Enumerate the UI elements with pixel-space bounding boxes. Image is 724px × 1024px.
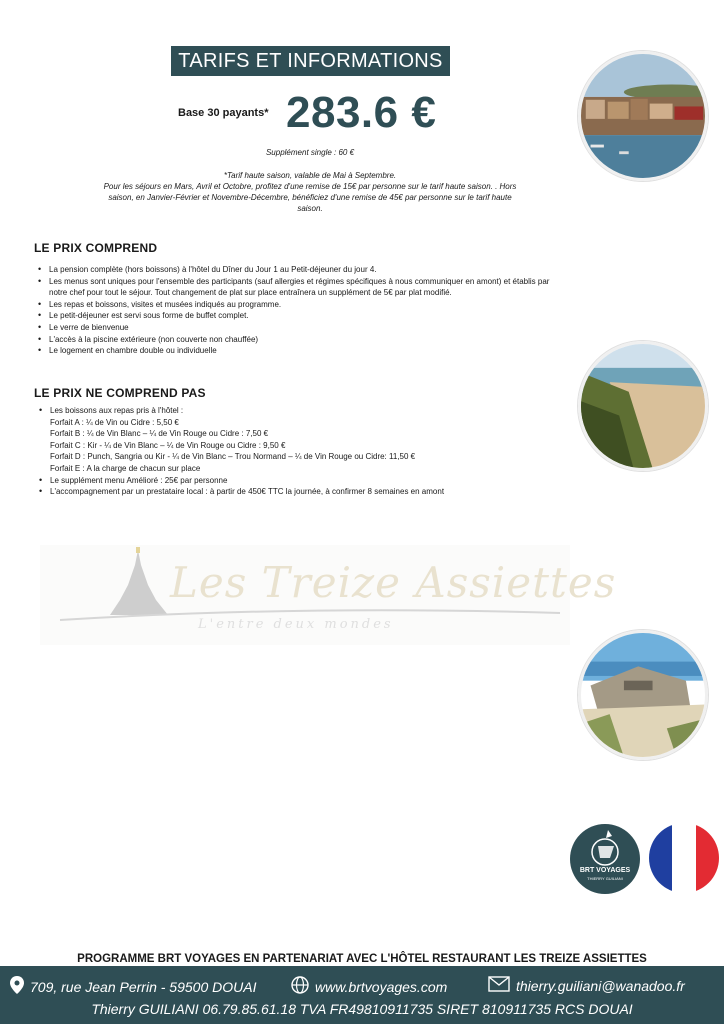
hotel-logo-tagline: L'entre deux mondes: [198, 617, 394, 632]
photo-beach: [578, 341, 708, 471]
beach-photo-image: [581, 344, 705, 468]
forfait-line: Forfait A : ¼ de Vin ou Cidre : 5,50 €: [50, 417, 179, 427]
includes-heading: LE PRIX COMPREND: [34, 241, 158, 255]
pricing-notes: [100, 170, 520, 214]
brt-voyages-logo: [570, 824, 640, 894]
map-pin-icon: [10, 976, 24, 997]
footer-email[interactable]: [488, 976, 685, 995]
france-flag-icon: [649, 823, 719, 893]
email-link[interactable]: thierry.guiliani@wanadoo.fr: [516, 977, 685, 994]
footer: [0, 966, 724, 1024]
single-supplement: Supplément single : 60 €: [265, 148, 355, 157]
forfait-line: Forfait C : Kir - ¼ de Vin Blanc – ¼ de Vin Rouge ou Cidre : 9,50 €: [50, 440, 286, 450]
address-text: 709, rue Jean Perrin - 59500 DOUAI: [30, 978, 257, 995]
list-item: • Le logement en chambre double ou individuelle: [36, 345, 561, 357]
harbor-photo-image: [581, 54, 705, 178]
list-item: • L'accompagnement par un prestataire local : à partir de 450€ TTC la journée, à confirmer 8 semaines en amont: [37, 486, 507, 498]
envelope-icon: [488, 976, 510, 995]
list-item: • Les repas et boissons, visites et musées indiqués au programme.: [36, 299, 561, 311]
price: 283.6 €: [286, 88, 437, 137]
badge-subtitle: THIERRY GUILIANI: [587, 876, 623, 881]
forfait-line: Forfait E : A la charge de chacun sur place: [50, 463, 201, 473]
base-label: Base 30 payants*: [178, 107, 269, 119]
forfait-line: Forfait B : ¼ de Vin Blanc – ¼ de Vin Rouge ou Cidre : 7,50 €: [50, 429, 269, 439]
bunker-photo-image: [581, 633, 705, 757]
globe-icon: [291, 976, 309, 997]
partner-line: PROGRAMME BRT VOYAGES EN PARTENARIAT AVEC L'HÔTEL RESTAURANT LES TREIZE ASSIETTES: [77, 953, 647, 965]
list-item: • Le petit-déjeuner est servi sous forme de buffet complet.: [36, 310, 561, 322]
badge-title: BRT VOYAGES: [579, 867, 631, 874]
website-link[interactable]: www.brtvoyages.com: [315, 978, 448, 995]
list-item: • L'accès à la piscine extérieure (non couverte non chauffée): [36, 334, 561, 346]
drinks-intro: • Les boissons aux repas pris à l'hôtel :: [50, 406, 184, 415]
page-title: TARIFS ET INFORMATIONS: [171, 46, 450, 76]
list-item: • La pension complète (hors boissons) à l'hôtel du Dîner du Jour 1 au Petit-déjeuner du jour 4.: [36, 264, 561, 276]
pricing-note-discounts: Pour les séjours en Mars, Avril et Octobre, profitez d'une remise de 15€ par personne sur le tarif haute saison. . Hors saison, en Janvier-Février et Novembre-Décembre, bénéficiez d'une remise de 45€ par personne sur le tarif haute saison.: [103, 182, 517, 213]
footer-website[interactable]: [291, 976, 447, 997]
includes-list: [36, 264, 561, 357]
forfait-line: Forfait D : Punch, Sangria ou Kir - ¼ de Vin Blanc – Trou Normand – ¼ de Vin Rouge ou Cidre: 11,50 €: [50, 452, 416, 462]
excludes-list: [37, 405, 507, 498]
airplane-icon: [570, 824, 640, 868]
photo-harbor: [578, 51, 708, 181]
excludes-heading: LE PRIX NE COMPREND PAS: [34, 386, 206, 400]
footer-legal: Thierry GUILIANI 06.79.85.61.18 TVA FR49810911735 SIRET 810911735 RCS DOUAI: [91, 1001, 633, 1017]
list-item-drinks: [37, 405, 507, 475]
list-item: • Le supplément menu Amélioré : 25€ par personne: [37, 475, 507, 487]
hotel-logo-name: Les Treize Assiettes: [170, 558, 617, 607]
list-item: • Le verre de bienvenue: [36, 322, 561, 334]
list-item: • Les menus sont uniques pour l'ensemble des participants (sauf allergies et régimes spécifiques à nous communiquer en amont) et établis par notre chef pour tout le séjour. Tout changement de plat sur place entraînera un supplément de 5€ par plat modifié.: [36, 276, 561, 299]
pricing-note-season: *Tarif haute saison, valable de Mai à Septembre.: [223, 171, 397, 180]
footer-address: [10, 976, 256, 997]
photo-bunker: [578, 630, 708, 760]
